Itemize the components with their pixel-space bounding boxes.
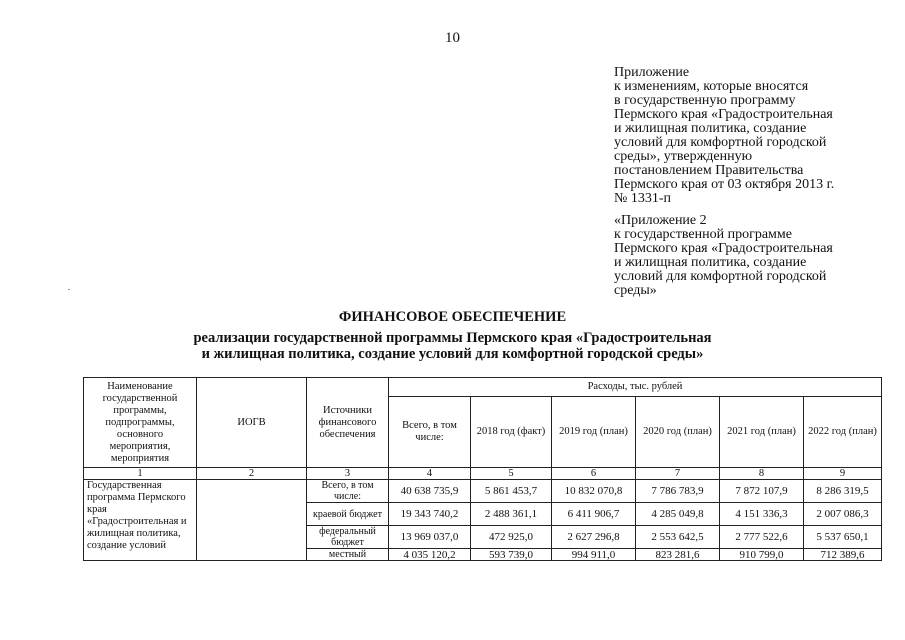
subtitle-line: реализации государственной программы Пермского края «Градостроительная (193, 330, 712, 346)
appendix-line: постановлением Правительства (614, 163, 804, 178)
appendix-line: «Приложение 2 (614, 213, 707, 228)
source-cell: краевой бюджет (307, 503, 389, 526)
header-2018: 2018 год (факт) (471, 397, 552, 468)
header-source: Источники финансового обеспечения (307, 378, 389, 468)
header-2019: 2019 год (план) (552, 397, 636, 468)
source-cell: Всего, в том числе: (307, 480, 389, 503)
program-name: Государственная программа Пермского края «Градостроительная и жилищная политика, создание условий (84, 480, 197, 561)
scan-mark (68, 289, 70, 290)
value-2021: 910 799,0 (720, 549, 804, 561)
column-number: 5 (471, 468, 552, 480)
appendix-line: условий для комфортной городской (614, 269, 827, 284)
header-iogv: ИОГВ (197, 378, 307, 468)
value-2022: 2 007 086,3 (804, 503, 882, 526)
value-2021: 2 777 522,6 (720, 526, 804, 549)
column-number-row (84, 468, 882, 480)
header-name: Наименование государственной программы, подпрограммы, основного мероприятия, мероприятия (84, 378, 197, 468)
column-number: 2 (197, 468, 307, 480)
value-2020: 4 285 049,8 (636, 503, 720, 526)
table-header-row (84, 378, 882, 397)
source-cell: местный (307, 549, 389, 561)
value-2022: 712 389,6 (804, 549, 882, 561)
appendix-line: в государственную программу (614, 93, 796, 108)
appendix-line: Пермского края «Градостроительная (614, 107, 833, 122)
value-2018: 5 861 453,7 (471, 480, 552, 503)
value-2020: 7 786 783,9 (636, 480, 720, 503)
appendix-line: условий для комфортной городской (614, 135, 827, 150)
iogv-cell (197, 480, 307, 561)
document-subtitle (0, 330, 905, 362)
appendix-line: и жилищная политика, создание (614, 255, 807, 270)
appendix-line: к государственной программе (614, 227, 792, 242)
source-cell: федеральный бюджет (307, 526, 389, 549)
total-cell: 13 969 037,0 (389, 526, 471, 549)
total-cell: 19 343 740,2 (389, 503, 471, 526)
value-2022: 5 537 650,1 (804, 526, 882, 549)
value-2018: 593 739,0 (471, 549, 552, 561)
appendix-line: к изменениям, которые вносятся (614, 79, 809, 94)
column-number: 9 (804, 468, 882, 480)
appendix-line: и жилищная политика, создание (614, 121, 807, 136)
header-2022: 2022 год (план) (804, 397, 882, 468)
header-2021: 2021 год (план) (720, 397, 804, 468)
header-total: Всего, в том числе: (389, 397, 471, 468)
document-title: ФИНАНСОВОЕ ОБЕСПЕЧЕНИЕ (338, 309, 567, 325)
header-expenses: Расходы, тыс. рублей (389, 378, 882, 397)
header-2020: 2020 год (план) (636, 397, 720, 468)
value-2020: 823 281,6 (636, 549, 720, 561)
total-cell: 40 638 735,9 (389, 480, 471, 503)
appendix-change-block (614, 66, 874, 206)
value-2018: 2 488 361,1 (471, 503, 552, 526)
appendix-line: Пермского края «Градостроительная (614, 241, 833, 256)
appendix-program-block (614, 214, 874, 298)
financing-table (83, 377, 882, 561)
table-row (84, 480, 882, 503)
value-2019: 6 411 906,7 (552, 503, 636, 526)
column-number: 1 (84, 468, 197, 480)
value-2019: 10 832 070,8 (552, 480, 636, 503)
value-2021: 7 872 107,9 (720, 480, 804, 503)
value-2022: 8 286 319,5 (804, 480, 882, 503)
value-2020: 2 553 642,5 (636, 526, 720, 549)
column-number: 6 (552, 468, 636, 480)
appendix-line: среды» (614, 283, 657, 298)
column-number: 7 (636, 468, 720, 480)
appendix-line: Приложение (614, 65, 690, 80)
subtitle-line: и жилищная политика, создание условий для комфортной городской среды» (201, 346, 704, 362)
value-2018: 472 925,0 (471, 526, 552, 549)
appendix-line: среды», утвержденную (614, 149, 753, 164)
appendix-line: № 1331-п (614, 191, 672, 206)
page-number: 10 (445, 30, 460, 46)
column-number: 8 (720, 468, 804, 480)
value-2021: 4 151 336,3 (720, 503, 804, 526)
value-2019: 994 911,0 (552, 549, 636, 561)
column-number: 3 (307, 468, 389, 480)
total-cell: 4 035 120,2 (389, 549, 471, 561)
column-number: 4 (389, 468, 471, 480)
appendix-line: Пермского края от 03 октября 2013 г. (614, 177, 835, 192)
value-2019: 2 627 296,8 (552, 526, 636, 549)
